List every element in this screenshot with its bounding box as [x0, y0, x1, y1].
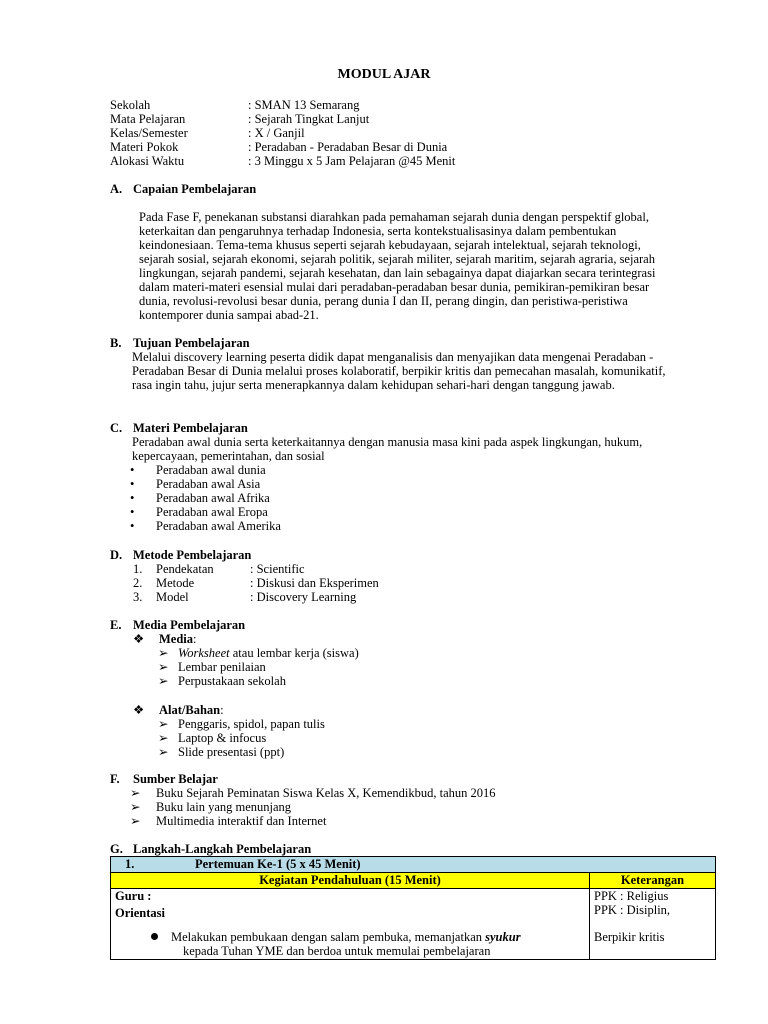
media-subheading: ❖ Media : [133, 632, 197, 646]
numbered-list [110, 562, 710, 604]
list-item: 3. Model : Discovery Learning [133, 590, 357, 604]
list-item: • Peradaban awal Amerika [130, 519, 281, 533]
list-item: • Peradaban awal Asia [130, 477, 261, 491]
list-item: ➢ Slide presentasi (ppt) [158, 745, 285, 759]
diamond-icon: ❖ [133, 632, 145, 646]
list-item: • Peradaban awal Afrika [130, 491, 270, 505]
identity-row: Alokasi Waktu : 3 Minggu x 5 Jam Pelajaran @45 Menit [110, 154, 456, 168]
list-item: ➢ Buku lain yang menunjang [130, 800, 292, 814]
section-heading: D. Metode Pembelajaran [110, 548, 252, 562]
arrow-icon: ➢ [130, 800, 141, 814]
list-item: ➢ Penggaris, spidol, papan tulis [158, 717, 325, 731]
bullet-list [130, 463, 710, 533]
section-heading: A. Capaian Pembelajaran [110, 182, 257, 196]
section-paragraph: Melalui discovery learning peserta didik dapat menganalisis dan menyajikan data mengenai Peradaban - Peradaban Besar di Dunia melalui proses kolaboratif, berpikir kritis dan pemecahan masalah, komunikatif, rasa ingin tahu, jujur serta menerapkannya dalam kehidupan sehari-hari dengan tanggung jawab. [132, 350, 666, 392]
identity-row: Mata Pelajaran : Sejarah Tingkat Lanjut [110, 112, 370, 126]
list-item: ➢ Worksheet atau lembar kerja (siswa) [158, 646, 359, 660]
arrow-icon: ➢ [158, 660, 169, 674]
arrow-icon: ➢ [158, 745, 169, 759]
diamond-outline-icon: ❖ [133, 703, 145, 717]
notes-header-cell: Keterangan [590, 873, 716, 889]
section-metode [110, 548, 710, 604]
section-sumber [110, 772, 710, 828]
activity-header-cell: Kegiatan Pendahuluan (15 Menit) [111, 873, 590, 889]
section-heading: E. Media Pembelajaran [110, 618, 246, 632]
bullet-dot-icon [151, 933, 158, 940]
list-item: ➢ Buku Sejarah Peminatan Siswa Kelas X, Kemendikbud, tahun 2016 [130, 786, 496, 800]
list-item: ➢ Perpustakaan sekolah [158, 674, 286, 688]
section-langkah [110, 842, 710, 856]
list-item: 2. Metode : Diskusi dan Eksperimen [133, 576, 379, 590]
list-item: ➢ Multimedia interaktif dan Internet [130, 814, 327, 828]
arrow-icon: ➢ [158, 717, 169, 731]
activity-cell: Guru : Orientasi Melakukan pembukaan dengan salam pembuka, memanjatkan syukur kepada Tuhan YME dan berdoa untuk memulai pembelajaran [111, 889, 590, 960]
list-item: ➢ Laptop & infocus [158, 731, 267, 745]
table-row [111, 889, 716, 960]
section-media [110, 618, 710, 759]
arrow-icon: ➢ [158, 731, 169, 745]
activity-item: Melakukan pembukaan dengan salam pembuka, memanjatkan syukur [151, 930, 585, 944]
alat-subheading: ❖ Alat/Bahan : [133, 703, 224, 717]
meeting-header-cell: 1. Pertemuan Ke-1 (5 x 45 Menit) [111, 857, 716, 873]
section-capaian [110, 182, 710, 322]
section-tujuan [110, 336, 710, 392]
table-row [111, 873, 716, 889]
section-materi [110, 421, 710, 533]
table-row [111, 857, 716, 873]
list-item: • Peradaban awal Eropa [130, 505, 268, 519]
notes-cell: PPK : Religius PPK : Disiplin, Berpikir kritis [590, 889, 716, 960]
list-item: 1. Pendekatan : Scientific [133, 562, 305, 576]
section-paragraph: Pada Fase F, penekanan substansi diarahkan pada pemahaman sejarah dunia dengan perspektif global, keterkaitan dan pengaruhnya terhadap Indonesia, serta kontekstualisasinya dalam pembentukan keindonesiaan. Tema-tema khusus seperti sejarah kebudayaan, sejarah intelektual, sejarah teknologi, sejarah sosial, sejarah ekonomi, sejarah politik, sejarah militer, sejarah maritim, sejarah agraria, sejarah lingkungan, sejarah pandemi, sejarah kesehatan, dan lain sebagainya dapat diajarkan secara terintegrasi dalam materi-materi esensial mulai dari peradaban-peradaban besar dunia, pemikiran-pemikiran besar dunia, revolusi-revolusi besar dunia, perang dunia I dan II, perang dingin, dan peristiwa-peristiwa kontemporer dunia sampai abad-21. [139, 210, 656, 322]
identity-block [110, 98, 455, 168]
arrow-icon: ➢ [158, 646, 169, 660]
arrow-icon: ➢ [130, 786, 141, 800]
identity-row: Materi Pokok : Peradaban - Peradaban Besar di Dunia [110, 140, 448, 154]
identity-row: Sekolah : SMAN 13 Semarang [110, 98, 360, 112]
arrow-icon: ➢ [158, 674, 169, 688]
steps-table [110, 856, 716, 960]
list-item: ➢ Lembar penilaian [158, 660, 266, 674]
section-heading: F. Sumber Belajar [110, 772, 218, 786]
arrow-icon: ➢ [130, 814, 141, 828]
document-title: MODUL AJAR [337, 67, 431, 82]
section-heading: B. Tujuan Pembelajaran [110, 336, 250, 350]
list-item: • Peradaban awal dunia [130, 463, 266, 477]
section-heading: C. Materi Pembelajaran [110, 421, 248, 435]
section-heading: G. Langkah-Langkah Pembelajaran [110, 842, 312, 856]
identity-row: Kelas/Semester : X / Ganjil [110, 126, 305, 140]
section-paragraph: Peradaban awal dunia serta keterkaitannya dengan manusia masa kini pada aspek lingkungan, hukum, kepercayaan, pemerintahan, dan sosial [132, 435, 643, 463]
